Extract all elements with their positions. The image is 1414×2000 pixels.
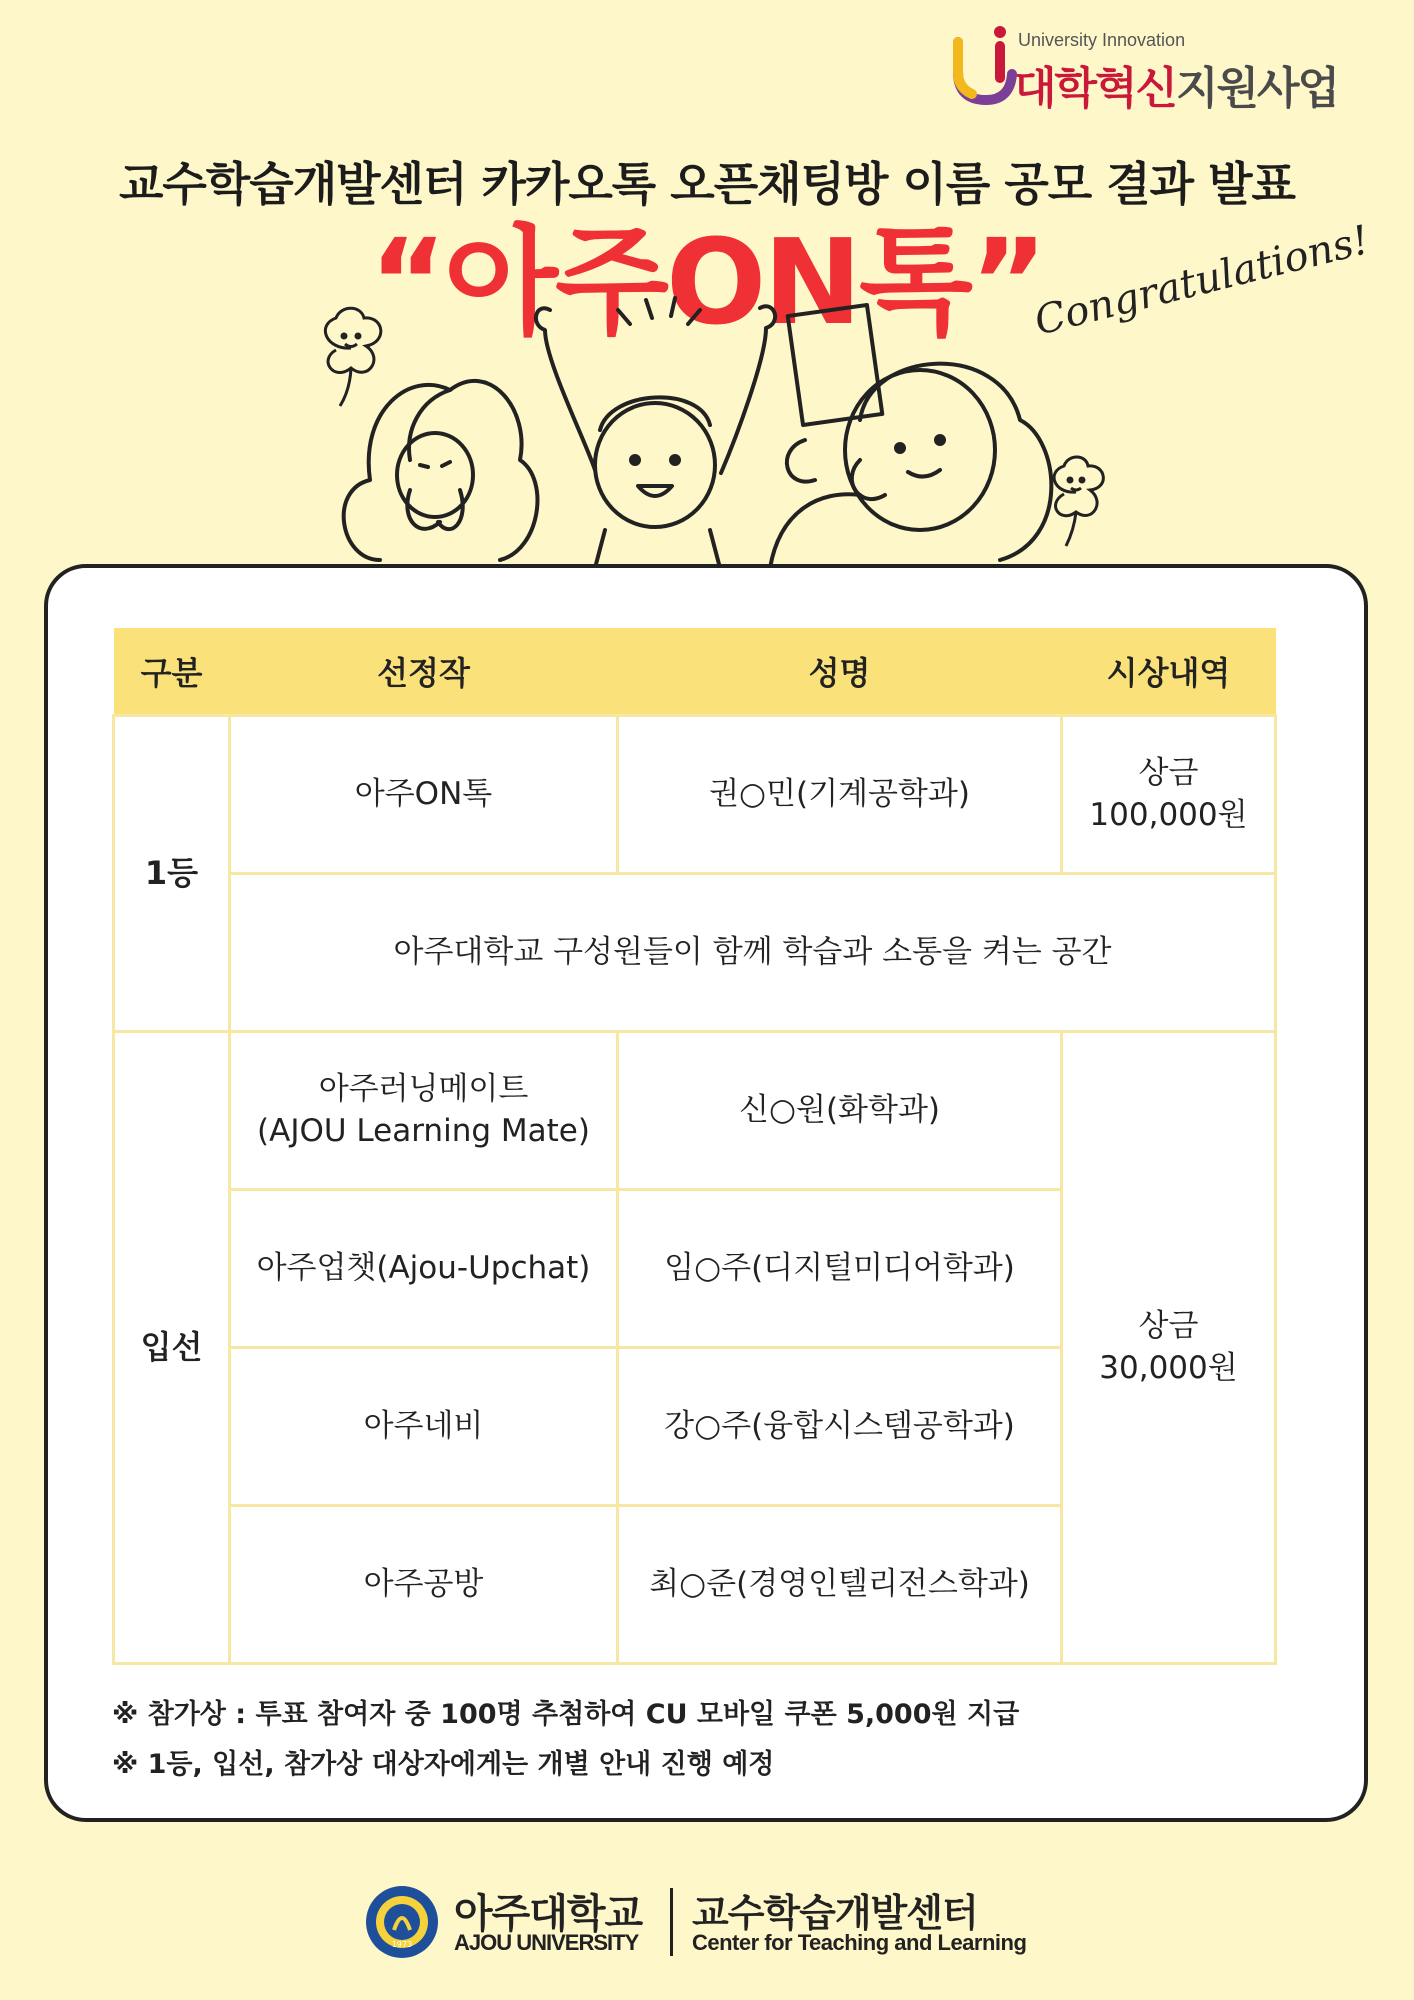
honorable-prize (1062, 1032, 1276, 1664)
tier-first: 1등 (114, 716, 230, 1032)
prize-label: 상금 (1138, 1307, 1199, 1344)
logo-title-red: 대학혁신 (1014, 63, 1177, 114)
footer-divider (670, 1888, 673, 1956)
logo-subtitle: University Innovation (1018, 30, 1186, 50)
prize-amount: 100,000원 (1089, 796, 1248, 833)
congratulations-text: Congratulations! (1030, 217, 1374, 345)
celebrating-people-illustration (300, 290, 1100, 570)
university-name-en: AJOU UNIVERSITY (454, 1930, 639, 1955)
table-row (114, 716, 1276, 874)
work-line: (AJOU Learning Mate) (257, 1112, 590, 1149)
note-item: ※ 참가상 : 투표 참여자 중 100명 추첨하여 CU 모바일 쿠폰 5,000원 지급 (112, 1699, 1020, 1730)
honorable-name: 최○준(경영인텔리전스학과) (618, 1506, 1062, 1664)
results-table (112, 628, 1277, 1665)
first-description: 아주대학교 구성원들이 함께 학습과 소통을 켜는 공간 (230, 874, 1276, 1032)
header-name: 성명 (618, 628, 1062, 716)
center-name-en: Center for Teaching and Learning (692, 1930, 1027, 1955)
header-work: 선정작 (230, 628, 618, 716)
header-category: 구분 (114, 628, 230, 716)
honorable-work: 아주네비 (230, 1348, 618, 1506)
work-line: 아주러닝메이트 (318, 1070, 529, 1107)
notes (112, 1690, 1019, 1790)
honorable-name: 신○원(화학과) (618, 1032, 1062, 1190)
honorable-work (230, 1032, 618, 1190)
honorable-work: 아주공방 (230, 1506, 618, 1664)
winner-title: “아주ON톡” (369, 213, 1045, 351)
university-innovation-logo (950, 18, 1370, 114)
logo-title-gray: 지원사업 (1176, 63, 1339, 114)
first-work: 아주ON톡 (230, 716, 618, 874)
honorable-name: 강○주(융합시스템공학과) (618, 1348, 1062, 1506)
honorable-name: 임○주(디지털미디어학과) (618, 1190, 1062, 1348)
prize-amount: 30,000원 (1099, 1349, 1238, 1386)
ui-logo-mark-icon (950, 22, 1018, 106)
header-prize: 시상내역 (1062, 628, 1276, 716)
center-name-ko: 교수학습개발센터 (692, 1891, 978, 1935)
ajou-seal-icon (364, 1884, 440, 1960)
seal-year: 1973 (391, 1940, 413, 1949)
logo-title (1014, 52, 1338, 116)
note-item: ※ 1등, 입선, 참가상 대상자에게는 개별 안내 진행 예정 (112, 1749, 775, 1780)
first-prize (1062, 716, 1276, 874)
table-row (114, 1032, 1276, 1190)
table-header-row (114, 628, 1276, 716)
tier-honorable: 입선 (114, 1032, 230, 1664)
university-name-ko: 아주대학교 (454, 1891, 643, 1937)
prize-label: 상금 (1138, 754, 1199, 791)
honorable-work: 아주업챗(Ajou-Upchat) (230, 1190, 618, 1348)
first-name: 권○민(기계공학과) (618, 716, 1062, 874)
page-headline: 교수학습개발센터 카카오톡 오픈채팅방 이름 공모 결과 발표 (119, 157, 1295, 211)
footer-logo (364, 1880, 1064, 1970)
table-row (114, 874, 1276, 1032)
